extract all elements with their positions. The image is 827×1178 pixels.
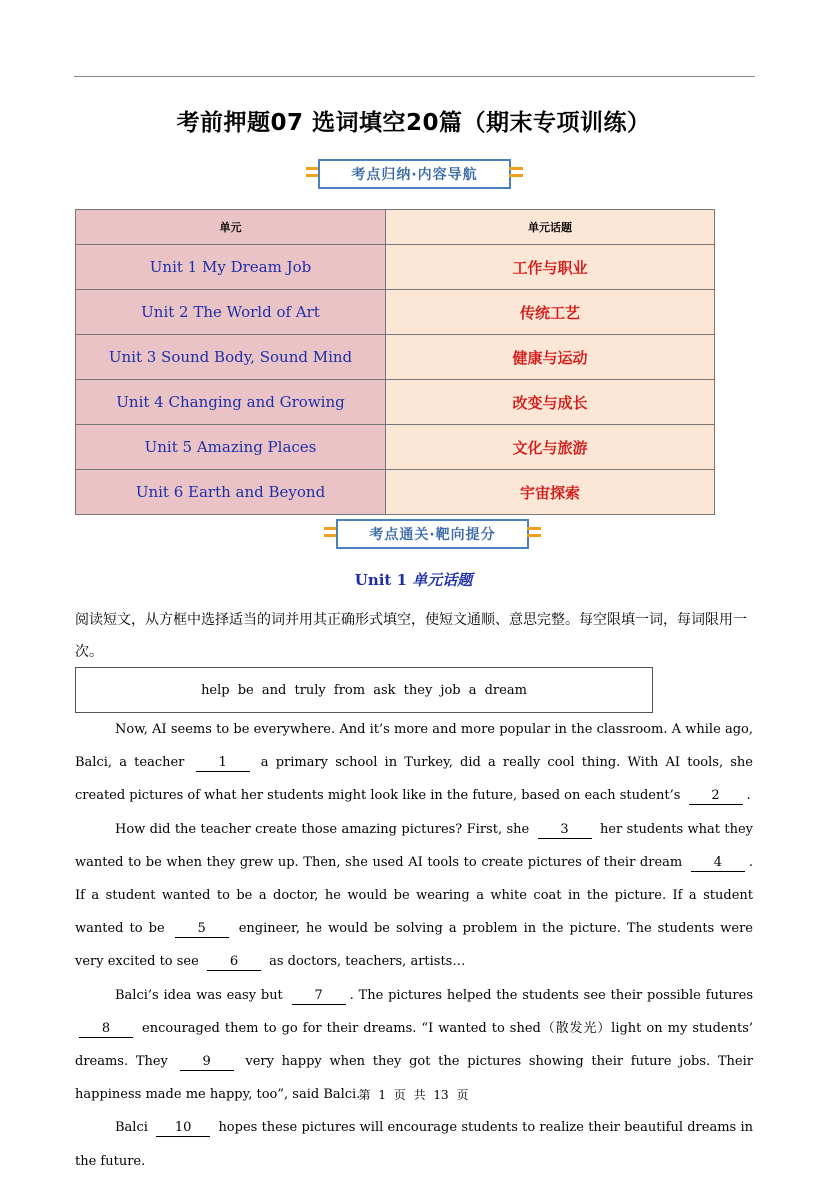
blank-4[interactable]: 4 [691, 855, 745, 872]
passage-text: Now, AI seems to be everywhere. And it’s more and more popular in the classroom. A while ago, Balci, a teacher [75, 722, 753, 771]
passage-text: . The pictures helped the students see their possible futures [349, 987, 753, 1003]
passage-text: How did the teacher create those amazing pictures? First, she [115, 821, 530, 837]
passage [75, 713, 753, 1178]
blank-2[interactable]: 2 [689, 788, 743, 805]
topic-cell: 传统工艺 [386, 290, 715, 335]
page-footer: 第 1 页 共 13 页 [358, 1088, 469, 1102]
topic-cell: 宇宙探索 [386, 470, 715, 515]
passage-text: very happy when they got the pictures showing their future jobs. Their happiness made me happy, too”, said Balci. [75, 1054, 753, 1103]
passage-text: Balci’s idea was easy but [115, 987, 283, 1003]
banner-right-decoration [509, 167, 523, 181]
blank-1[interactable]: 1 [196, 755, 250, 772]
passage-text: as doctors, teachers, artists… [269, 954, 466, 970]
page-title: 考前押题07 选词填空20篇（期末专项训练） [176, 110, 651, 136]
passage-text: . [746, 788, 751, 804]
banner-content-nav [306, 159, 523, 189]
unit-cell: Unit 3 Sound Body, Sound Mind [76, 335, 386, 380]
blank-3[interactable]: 3 [538, 822, 592, 839]
column-header-topic: 单元话题 [386, 210, 715, 245]
table-row [76, 290, 715, 335]
paragraph-1 [75, 713, 753, 813]
table-row [76, 335, 715, 380]
topic-cell: 改变与成长 [386, 380, 715, 425]
table-row [76, 380, 715, 425]
blank-5[interactable]: 5 [175, 921, 229, 938]
blank-8[interactable]: 8 [79, 1021, 133, 1038]
blank-7[interactable]: 7 [292, 988, 346, 1005]
passage-text: a primary school in Turkey, did a really cool thing. With AI tools, she created pictures of what her students might look like in the future, based on each student’s [75, 755, 753, 804]
instructions: 阅读短文，从方框中选择适当的词并用其正确形式填空，使短文通顺、意思完整。每空限填一词，每词限用一次。 [75, 612, 747, 660]
blank-6[interactable]: 6 [207, 954, 261, 971]
unit-cell: Unit 5 Amazing Places [76, 425, 386, 470]
word-box: help be and truly from ask they job a dream [75, 667, 653, 713]
topic-cell: 工作与职业 [386, 245, 715, 290]
unit-cell: Unit 2 The World of Art [76, 290, 386, 335]
table-header-row [76, 210, 715, 245]
passage-text: encouraged them to go for their dreams. “I wanted to shed（散发光）light on my students’ dreams. They [75, 1020, 753, 1070]
blank-10[interactable]: 10 [156, 1120, 210, 1137]
paragraph-2 [75, 813, 753, 979]
banner-practice [324, 519, 541, 549]
unit-cell: Unit 6 Earth and Beyond [76, 470, 386, 515]
passage-text: hopes these pictures will encourage students to realize their beautiful dreams in the future. [75, 1120, 753, 1169]
passage-text: Balci [115, 1120, 148, 1136]
unit-cell: Unit 4 Changing and Growing [76, 380, 386, 425]
section-unit: Unit 1 [354, 571, 408, 589]
topic-cell: 健康与运动 [386, 335, 715, 380]
column-header-unit: 单元 [76, 210, 386, 245]
unit-topic-table [75, 209, 715, 515]
passage-text: . If a student wanted to be a doctor, he would be wearing a white coat in the picture. If a student wanted to be [75, 854, 753, 937]
unit-cell: Unit 1 My Dream Job [76, 245, 386, 290]
banner-label: 考点归纳·内容导航 [318, 159, 511, 189]
topic-cell: 文化与旅游 [386, 425, 715, 470]
table-row [76, 245, 715, 290]
table-row [76, 470, 715, 515]
blank-9[interactable]: 9 [180, 1054, 234, 1071]
passage-text: engineer, he would be solving a problem in the picture. The students were very excited to see [75, 921, 753, 970]
banner-label: 考点通关·靶向提分 [336, 519, 529, 549]
paragraph-4 [75, 1111, 753, 1177]
section-label: 单元话题 [412, 571, 473, 589]
banner-right-decoration [527, 527, 541, 541]
table-row [76, 425, 715, 470]
passage-text: her students what they wanted to be when they grew up. Then, she used AI tools to create pictures of their dream [75, 821, 753, 870]
header-rule [74, 76, 755, 77]
section-heading [0, 569, 827, 590]
